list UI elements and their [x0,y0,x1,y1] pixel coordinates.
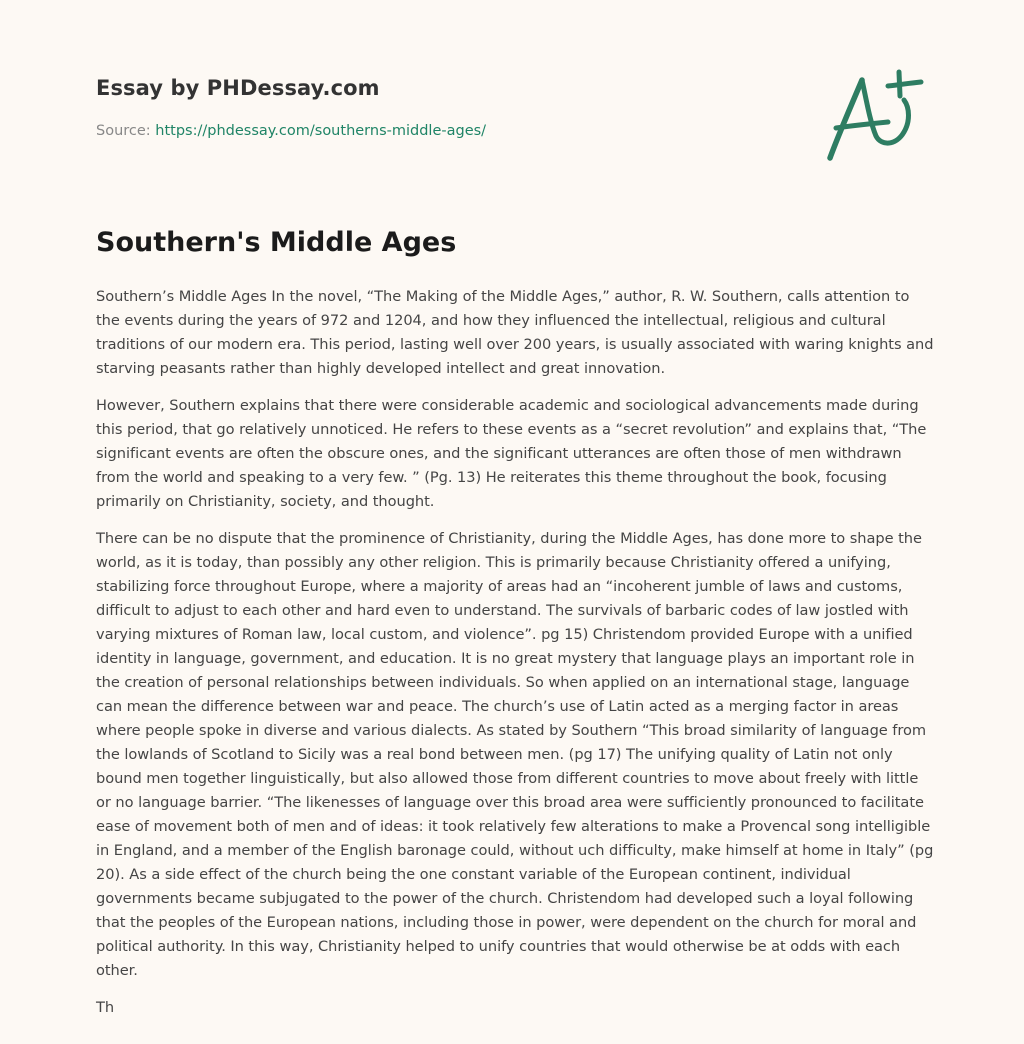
source-link[interactable]: https://phdessay.com/southerns-middle-ages/ [155,123,487,139]
paragraph: Southern’s Middle Ages In the novel, “The Making of the Middle Ages,” author, R. W. Southern, calls attention to the events during the years of 972 and 1204, and how they influenced the intellectual, religious and cultural traditions of our modern era. This period, lasting well over 200 years, is usually associated with waring knights and starving peasants rather than highly developed intellect and great innovation. [96,288,934,377]
paragraph: There can be no dispute that the prominence of Christianity, during the Middle Ages, has done more to shape the world, as it is today, than possibly any other religion. This is primarily because Christianity offered a unifying, stabilizing force throughout Europe, where a majority of areas had an “incoherent jumble of laws and customs, difficult to adjust to each other and hard even to understand. The survivals of barbaric codes of law jostled with varying mixtures of Roman law, local custom, and violence”. pg 15) Christendom provided Europe with a unified identity in language, government, and education. It is no great mystery that language plays an important role in the creation of personal relationships between individuals. So when applied on an international stage, language can mean the difference between war and peace. The church’s use of Latin acted as a merging factor in areas where people spoke in diverse and various dialects. As stated by Southern “This broad similarity of language from the lowlands of Scotland to Sicily was a real bond between men. (pg 17) The unifying quality of Latin not only bound men together linguistically, but also allowed those from different countries to move about freely with little or no language barrier. “The likenesses of language over this broad area were sufficiently pronounced to facilitate ease of movement both of men and of ideas: it took relatively few alterations to make a Provencal song intelligible in England, and a member of the English baronage could, without uch difficulty, make himself at home in Italy” (pg 20). As a side effect of the church being the one constant variable of the European continent, individual governments became subjugated to the power of the church. Christendom had developed such a loyal following that the peoples of the European nations, including those in power, were dependent on the church for moral and political authority. In this way, Christianity helped to unify countries that would otherwise be at odds with each other. [96,530,934,979]
source-label: Source: [96,123,156,139]
paragraph: However, Southern explains that there were considerable academic and sociological advancements made during this period, that go relatively unnoticed. He refers to these events as a “secret revolution” and explains that, “The significant events are often the obscure ones, and the significant utterances are often those of men withdrawn from the world and speaking to a very few. ” (Pg. 13) He reiterates this theme throughout the book, focusing primarily on Christianity, society, and thought. [96,397,927,510]
paragraph: Th [96,999,115,1016]
article-body [96,285,934,1033]
article-title: Southern's Middle Ages [96,227,457,258]
site-title: Essay by PHDessay.com [96,76,380,100]
source-line [96,123,486,139]
a-plus-grade-icon [818,66,928,166]
